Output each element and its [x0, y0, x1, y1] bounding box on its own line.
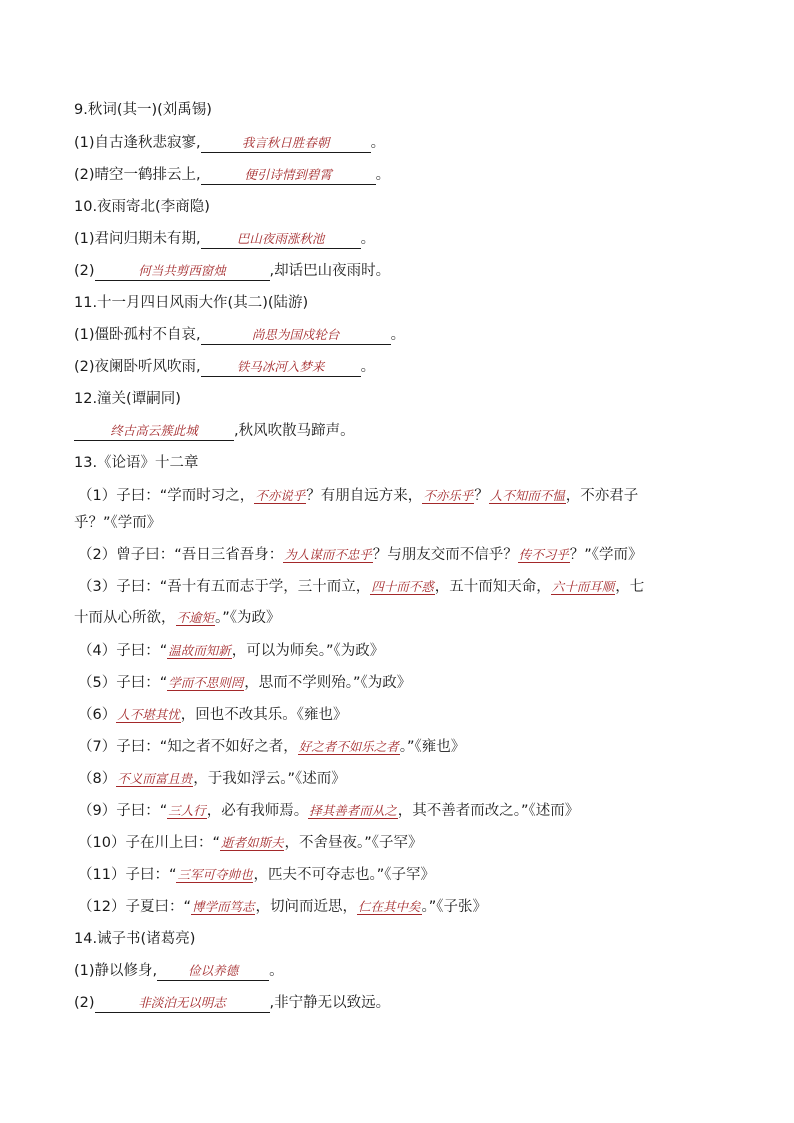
question-line	[74, 357, 754, 377]
answer-text: 不逾矩	[176, 610, 215, 625]
text: 乎？”《学而》	[74, 515, 162, 531]
analects-line-11	[78, 865, 754, 885]
answer-text: 博学而笃志	[191, 899, 255, 914]
text: ？有朋自远方来，	[306, 488, 423, 504]
analects-line-2	[78, 545, 754, 565]
text: （3）子曰：“吾十有五而志于学，三十而立，	[78, 579, 371, 595]
text: ，必有我师焉。	[206, 803, 309, 819]
answer-text: 不亦说乎	[255, 488, 306, 503]
answer-text: 三人行	[168, 803, 206, 818]
question-suffix: 。	[370, 135, 386, 151]
section-title	[74, 929, 754, 949]
question-prefix: (2)	[74, 995, 95, 1011]
analects-line-5	[78, 673, 754, 693]
analects-line-4	[78, 641, 754, 661]
text: ，回也不改其乐。《雍也》	[180, 707, 348, 723]
text: （11）子曰：“	[78, 867, 177, 883]
answer-text: 不亦乐乎	[423, 488, 474, 503]
question-suffix: 。	[375, 167, 391, 183]
answer-blank: 何当共剪西窗烛	[95, 262, 270, 281]
analects-line-3-cont	[74, 608, 754, 628]
question-prefix: (1)君问归期未有期,	[74, 231, 201, 247]
section-title	[74, 100, 754, 120]
text: ，不亦君子	[565, 488, 639, 504]
answer-blank: 俭以养德	[157, 962, 269, 981]
analects-line-10	[78, 833, 754, 853]
section-10-title: 10.夜雨寄北(李商隐)	[74, 199, 210, 215]
answer-text: 四十而不惑	[371, 579, 434, 594]
text: 。”《为政》	[215, 610, 281, 626]
answer-text: 人不知而不愠	[489, 488, 565, 503]
answer-text: 好之者不如乐之者	[298, 739, 399, 754]
question-suffix: ,非宁静无以致远。	[269, 995, 391, 1011]
answer-text: 为人谋而不忠乎	[284, 547, 372, 562]
answer-text: 逝者如斯夫	[220, 835, 284, 850]
answer-blank: 我言秋日胜春朝	[201, 134, 371, 153]
question-prefix: (1)自古逢秋悲寂寥,	[74, 135, 201, 151]
question-suffix: 。	[360, 359, 376, 375]
question-line	[74, 165, 754, 185]
question-suffix: 。	[390, 327, 406, 343]
answer-text: 学而不思则罔	[168, 675, 244, 690]
question-suffix: 。	[269, 963, 284, 979]
text: ，五十而知天命，	[434, 579, 551, 595]
question-suffix: 。	[360, 231, 376, 247]
question-line	[74, 229, 754, 249]
text: （9）子曰：“	[78, 803, 168, 819]
question-prefix: (1)静以修身,	[74, 963, 158, 979]
question-prefix: (2)夜阑卧听风吹雨,	[74, 359, 201, 375]
answer-blank: 巴山夜雨涨秋池	[201, 230, 361, 249]
text: ？”《学而》	[569, 547, 643, 563]
question-prefix: (1)僵卧孤村不自哀,	[74, 327, 201, 343]
text: 十而从心所欲，	[74, 610, 176, 626]
text: （2）曾子曰：“吾日三省吾身：	[78, 547, 284, 563]
analects-line-8	[78, 769, 754, 789]
question-line	[74, 133, 754, 153]
section-title	[74, 453, 754, 473]
answer-text: 择其善者而从之	[309, 803, 397, 818]
text: （1）子曰：“学而时习之，	[78, 488, 255, 504]
text: ，思而不学则殆。”《为政》	[244, 675, 412, 691]
answer-blank: 便引诗情到碧霄	[201, 166, 376, 185]
answer-text: 传不习乎	[518, 547, 569, 562]
section-9-title: 9.秋词(其一)(刘禹锡)	[74, 102, 212, 118]
text: ？与朋友交而不信乎？	[372, 547, 518, 563]
text: ，切问而近思，	[255, 899, 357, 915]
answer-blank: 尚思为国戍轮台	[201, 326, 391, 345]
analects-line-6	[78, 705, 754, 725]
section-13-title: 13.《论语》十二章	[74, 455, 199, 471]
analects-line-1-cont	[74, 513, 754, 533]
question-line	[74, 325, 754, 345]
answer-text: 不义而富且贵	[117, 771, 193, 786]
section-14-title: 14.诫子书(诸葛亮)	[74, 931, 196, 947]
section-title	[74, 197, 754, 217]
text: ，匹夫不可夺志也。”《子罕》	[253, 867, 435, 883]
text: ，其不善者而改之。”《述而》	[397, 803, 580, 819]
question-line	[74, 261, 754, 281]
answer-text: 温故而知新	[168, 643, 231, 658]
text: （6）	[78, 707, 117, 723]
section-title	[74, 293, 754, 313]
text: （5）子曰：“	[78, 675, 168, 691]
text: ，不舍昼夜。”《子罕》	[284, 835, 423, 851]
analects-line-12	[78, 897, 754, 917]
text: ？	[474, 488, 489, 504]
question-line	[74, 993, 754, 1013]
question-line	[74, 421, 754, 441]
answer-text: 六十而耳顺	[551, 579, 615, 594]
question-prefix: (2)	[74, 263, 95, 279]
analects-line-1	[78, 486, 754, 506]
text: （4）子曰：“	[78, 643, 168, 659]
answer-text: 人不堪其忧	[117, 707, 180, 722]
answer-text: 仁在其中矣	[357, 899, 421, 914]
section-12-title: 12.潼关(谭嗣同)	[74, 391, 181, 407]
text: （7）子曰：“知之者不如好之者，	[78, 739, 298, 755]
text: 。”《雍也》	[399, 739, 466, 755]
analects-line-7	[78, 737, 754, 757]
analects-line-3	[78, 577, 754, 597]
question-suffix: ,秋风吹散马蹄声。	[234, 423, 355, 439]
text: （8）	[78, 771, 117, 787]
analects-line-9	[78, 801, 754, 821]
text: ，七	[615, 579, 645, 595]
text: ，于我如浮云。”《述而》	[193, 771, 346, 787]
text: 。”《子张》	[421, 899, 488, 915]
section-title	[74, 389, 754, 409]
answer-blank: 铁马冰河入梦来	[201, 358, 361, 377]
answer-text: 三军可夺帅也	[177, 867, 253, 882]
answer-blank: 终古高云簇此城	[74, 422, 234, 441]
question-line	[74, 961, 754, 981]
section-11-title: 11.十一月四日风雨大作(其二)(陆游)	[74, 295, 309, 311]
question-suffix: ,却话巴山夜雨时。	[269, 263, 391, 279]
question-prefix: (2)晴空一鹤排云上,	[74, 167, 201, 183]
text: （10）子在川上曰：“	[78, 835, 220, 851]
text: （12）子夏曰：“	[78, 899, 191, 915]
text: ，可以为师矣。”《为政》	[231, 643, 385, 659]
answer-blank: 非淡泊无以明志	[95, 994, 270, 1013]
